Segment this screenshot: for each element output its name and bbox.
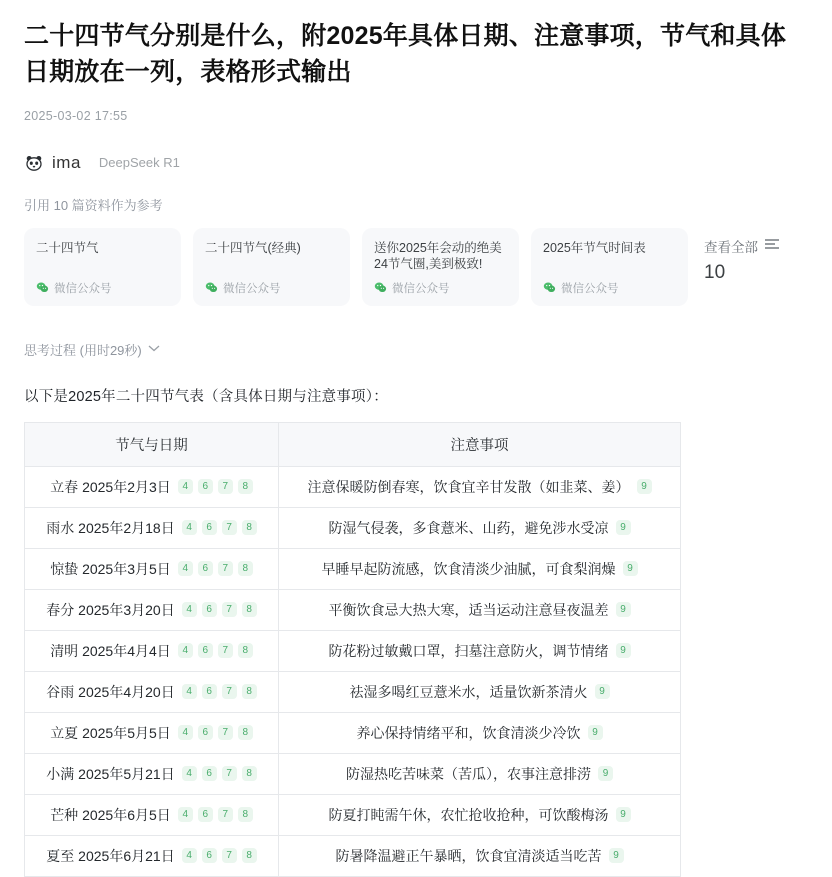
- term-text: 立春 2025年2月3日: [50, 478, 171, 495]
- reference-badge[interactable]: 6: [202, 684, 217, 699]
- reference-badge[interactable]: 8: [238, 643, 253, 658]
- reference-badge[interactable]: 8: [242, 520, 257, 535]
- source-card-title: 二十四节气: [36, 240, 99, 255]
- cell-term: [25, 507, 279, 548]
- reference-badge[interactable]: 4: [182, 684, 197, 699]
- reference-badge[interactable]: 9: [609, 848, 624, 863]
- reference-badge[interactable]: 9: [598, 766, 613, 781]
- cell-term: [25, 712, 279, 753]
- table-row: [25, 589, 681, 630]
- timestamp: 2025-03-02 17:55: [24, 108, 128, 123]
- wechat-icon: [543, 281, 556, 294]
- column-header-term: 节气与日期: [25, 422, 279, 466]
- list-lines-icon: [764, 237, 780, 254]
- reference-badge[interactable]: 4: [182, 766, 197, 781]
- note-text: 防湿气侵袭，多食薏米、山药，避免涉水受凉: [328, 519, 609, 536]
- reference-badge[interactable]: 7: [218, 479, 233, 494]
- reference-badge[interactable]: 7: [218, 561, 233, 576]
- source-card-origin: [205, 280, 338, 296]
- cell-note: [279, 507, 681, 548]
- reference-badge[interactable]: 6: [202, 848, 217, 863]
- reference-badge[interactable]: 4: [178, 479, 193, 494]
- page-title: 二十四节气分别是什么，附2025年具体日期、注意事项，节气和具体日期放在一列，表格形式输出: [24, 22, 787, 87]
- term-text: 立夏 2025年5月5日: [50, 724, 171, 741]
- reference-badge[interactable]: 7: [222, 848, 237, 863]
- source-card-list: [24, 228, 808, 306]
- term-text: 芒种 2025年6月5日: [50, 806, 171, 823]
- reference-badge[interactable]: 7: [218, 643, 233, 658]
- source-card[interactable]: [362, 228, 519, 306]
- source-card-origin-label: 微信公众号: [392, 282, 450, 295]
- note-text: 早睡早起防流感，饮食清淡少油腻，可食梨润燥: [321, 560, 616, 577]
- cell-term: [25, 753, 279, 794]
- cell-term: [25, 630, 279, 671]
- table-row: [25, 548, 681, 589]
- reference-badge[interactable]: 7: [218, 807, 233, 822]
- wechat-icon: [374, 281, 387, 294]
- thinking-process-toggle[interactable]: [24, 340, 808, 359]
- cell-term: [25, 589, 279, 630]
- term-text: 雨水 2025年2月18日: [46, 519, 175, 536]
- term-text: 谷雨 2025年4月20日: [46, 683, 175, 700]
- wechat-icon: [36, 281, 49, 294]
- reference-badge[interactable]: 4: [178, 643, 193, 658]
- cell-term: [25, 548, 279, 589]
- reference-badge[interactable]: 8: [238, 725, 253, 740]
- term-text: 春分 2025年3月20日: [46, 601, 175, 618]
- reference-badge[interactable]: 7: [222, 684, 237, 699]
- reference-badge[interactable]: 6: [198, 561, 213, 576]
- note-text: 防花粉过敏戴口罩，扫墓注意防火，调节情绪: [328, 642, 609, 659]
- reference-badge[interactable]: 7: [222, 520, 237, 535]
- reference-badge[interactable]: 6: [198, 643, 213, 658]
- note-text: 防夏打盹需午休，农忙抢收抢种，可饮酸梅汤: [328, 806, 609, 823]
- note-text: 祛湿多喝红豆薏米水，适量饮新茶清火: [349, 683, 588, 700]
- reference-badge[interactable]: 4: [178, 807, 193, 822]
- reference-badge[interactable]: 6: [198, 479, 213, 494]
- source-card-origin: [374, 280, 507, 296]
- reference-badge[interactable]: 4: [182, 848, 197, 863]
- view-all-count: 10: [704, 261, 726, 283]
- reference-badge[interactable]: 8: [238, 479, 253, 494]
- reference-badge[interactable]: 9: [637, 479, 652, 494]
- model-name: DeepSeek R1: [98, 155, 180, 170]
- reference-badge[interactable]: 4: [178, 561, 193, 576]
- note-text: 养心保持情绪平和，饮食清淡少冷饮: [356, 724, 581, 741]
- reference-badge[interactable]: 9: [623, 561, 638, 576]
- term-text: 惊蛰 2025年3月5日: [50, 560, 171, 577]
- cell-term: [25, 466, 279, 507]
- reference-badge[interactable]: 8: [238, 561, 253, 576]
- reference-badge[interactable]: 9: [616, 520, 631, 535]
- brand-row: [24, 153, 808, 173]
- cell-note: [279, 548, 681, 589]
- intro-paragraph: 以下是2025年二十四节气表（含具体日期与注意事项）：: [24, 388, 388, 405]
- note-text: 防暑降温避正午暴晒，饮食宜清淡适当吃苦: [335, 847, 602, 864]
- table-row: [25, 466, 681, 507]
- reference-badge[interactable]: 6: [198, 807, 213, 822]
- reference-badge[interactable]: 9: [588, 725, 603, 740]
- citation-note: 引用 10 篇资料作为参考: [24, 197, 163, 213]
- cell-term: [25, 794, 279, 835]
- wechat-icon: [205, 281, 218, 294]
- cell-note: [279, 712, 681, 753]
- source-card-origin-label: 微信公众号: [223, 282, 281, 295]
- reference-badge[interactable]: 6: [202, 766, 217, 781]
- table-row: [25, 753, 681, 794]
- reference-badge[interactable]: 8: [242, 602, 257, 617]
- reference-badge[interactable]: 6: [202, 602, 217, 617]
- cell-note: [279, 671, 681, 712]
- source-card-origin-label: 微信公众号: [54, 282, 112, 295]
- panda-logo-icon: [24, 153, 44, 173]
- cell-note: [279, 794, 681, 835]
- reference-badge[interactable]: 8: [242, 684, 257, 699]
- table-row: [25, 671, 681, 712]
- reference-badge[interactable]: 7: [222, 602, 237, 617]
- table-row: [25, 835, 681, 876]
- source-card-origin-label: 微信公众号: [561, 282, 619, 295]
- thinking-process-label: 思考过程 (用时29秒): [24, 342, 142, 358]
- source-card-origin: [543, 280, 676, 296]
- reference-badge[interactable]: 6: [202, 520, 217, 535]
- reference-badge[interactable]: 9: [616, 602, 631, 617]
- cell-term: [25, 835, 279, 876]
- chevron-down-icon: [148, 343, 160, 355]
- column-header-note: 注意事项: [279, 422, 681, 466]
- reference-badge[interactable]: 4: [182, 520, 197, 535]
- reference-badge[interactable]: 8: [238, 807, 253, 822]
- table-row: [25, 507, 681, 548]
- table-row: [25, 794, 681, 835]
- source-card-title: 送你2025年会动的绝美24节气圈,美到极致!: [374, 240, 502, 272]
- term-text: 小满 2025年5月21日: [46, 765, 175, 782]
- reference-badge[interactable]: 7: [222, 766, 237, 781]
- view-all-sources-button[interactable]: [704, 228, 780, 284]
- brand-name: ima: [52, 152, 81, 172]
- reference-badge[interactable]: 7: [218, 725, 233, 740]
- note-text: 平衡饮食忌大热大寒，适当运动注意昼夜温差: [328, 601, 609, 618]
- cell-note: [279, 466, 681, 507]
- source-card-title: 二十四节气(经典): [205, 240, 301, 255]
- source-card[interactable]: [24, 228, 181, 306]
- reference-badge[interactable]: 6: [198, 725, 213, 740]
- source-card-title: 2025年节气时间表: [543, 240, 646, 255]
- table-row: [25, 630, 681, 671]
- term-text: 清明 2025年4月4日: [50, 642, 171, 659]
- note-text: 注意保暖防倒春寒，饮食宜辛甘发散（如韭菜、姜）: [307, 478, 630, 495]
- cell-note: [279, 835, 681, 876]
- cell-note: [279, 589, 681, 630]
- reference-badge[interactable]: 8: [242, 848, 257, 863]
- cell-note: [279, 753, 681, 794]
- reference-badge[interactable]: 9: [595, 684, 610, 699]
- table-header-row: [25, 422, 681, 466]
- reference-badge[interactable]: 8: [242, 766, 257, 781]
- reference-badge[interactable]: 4: [182, 602, 197, 617]
- source-card-origin: [36, 280, 169, 296]
- note-text: 防湿热吃苦味菜（苦瓜），农事注意排涝: [346, 765, 591, 782]
- solar-terms-table: [24, 422, 681, 877]
- table-body: [25, 466, 681, 876]
- term-text: 夏至 2025年6月21日: [46, 847, 175, 864]
- table-row: [25, 712, 681, 753]
- reference-badge[interactable]: 9: [616, 807, 631, 822]
- reference-badge[interactable]: 9: [616, 643, 631, 658]
- cell-note: [279, 630, 681, 671]
- cell-term: [25, 671, 279, 712]
- reference-badge[interactable]: 4: [178, 725, 193, 740]
- view-all-label: 查看全部: [704, 239, 758, 255]
- source-card[interactable]: [531, 228, 688, 306]
- source-card[interactable]: [193, 228, 350, 306]
